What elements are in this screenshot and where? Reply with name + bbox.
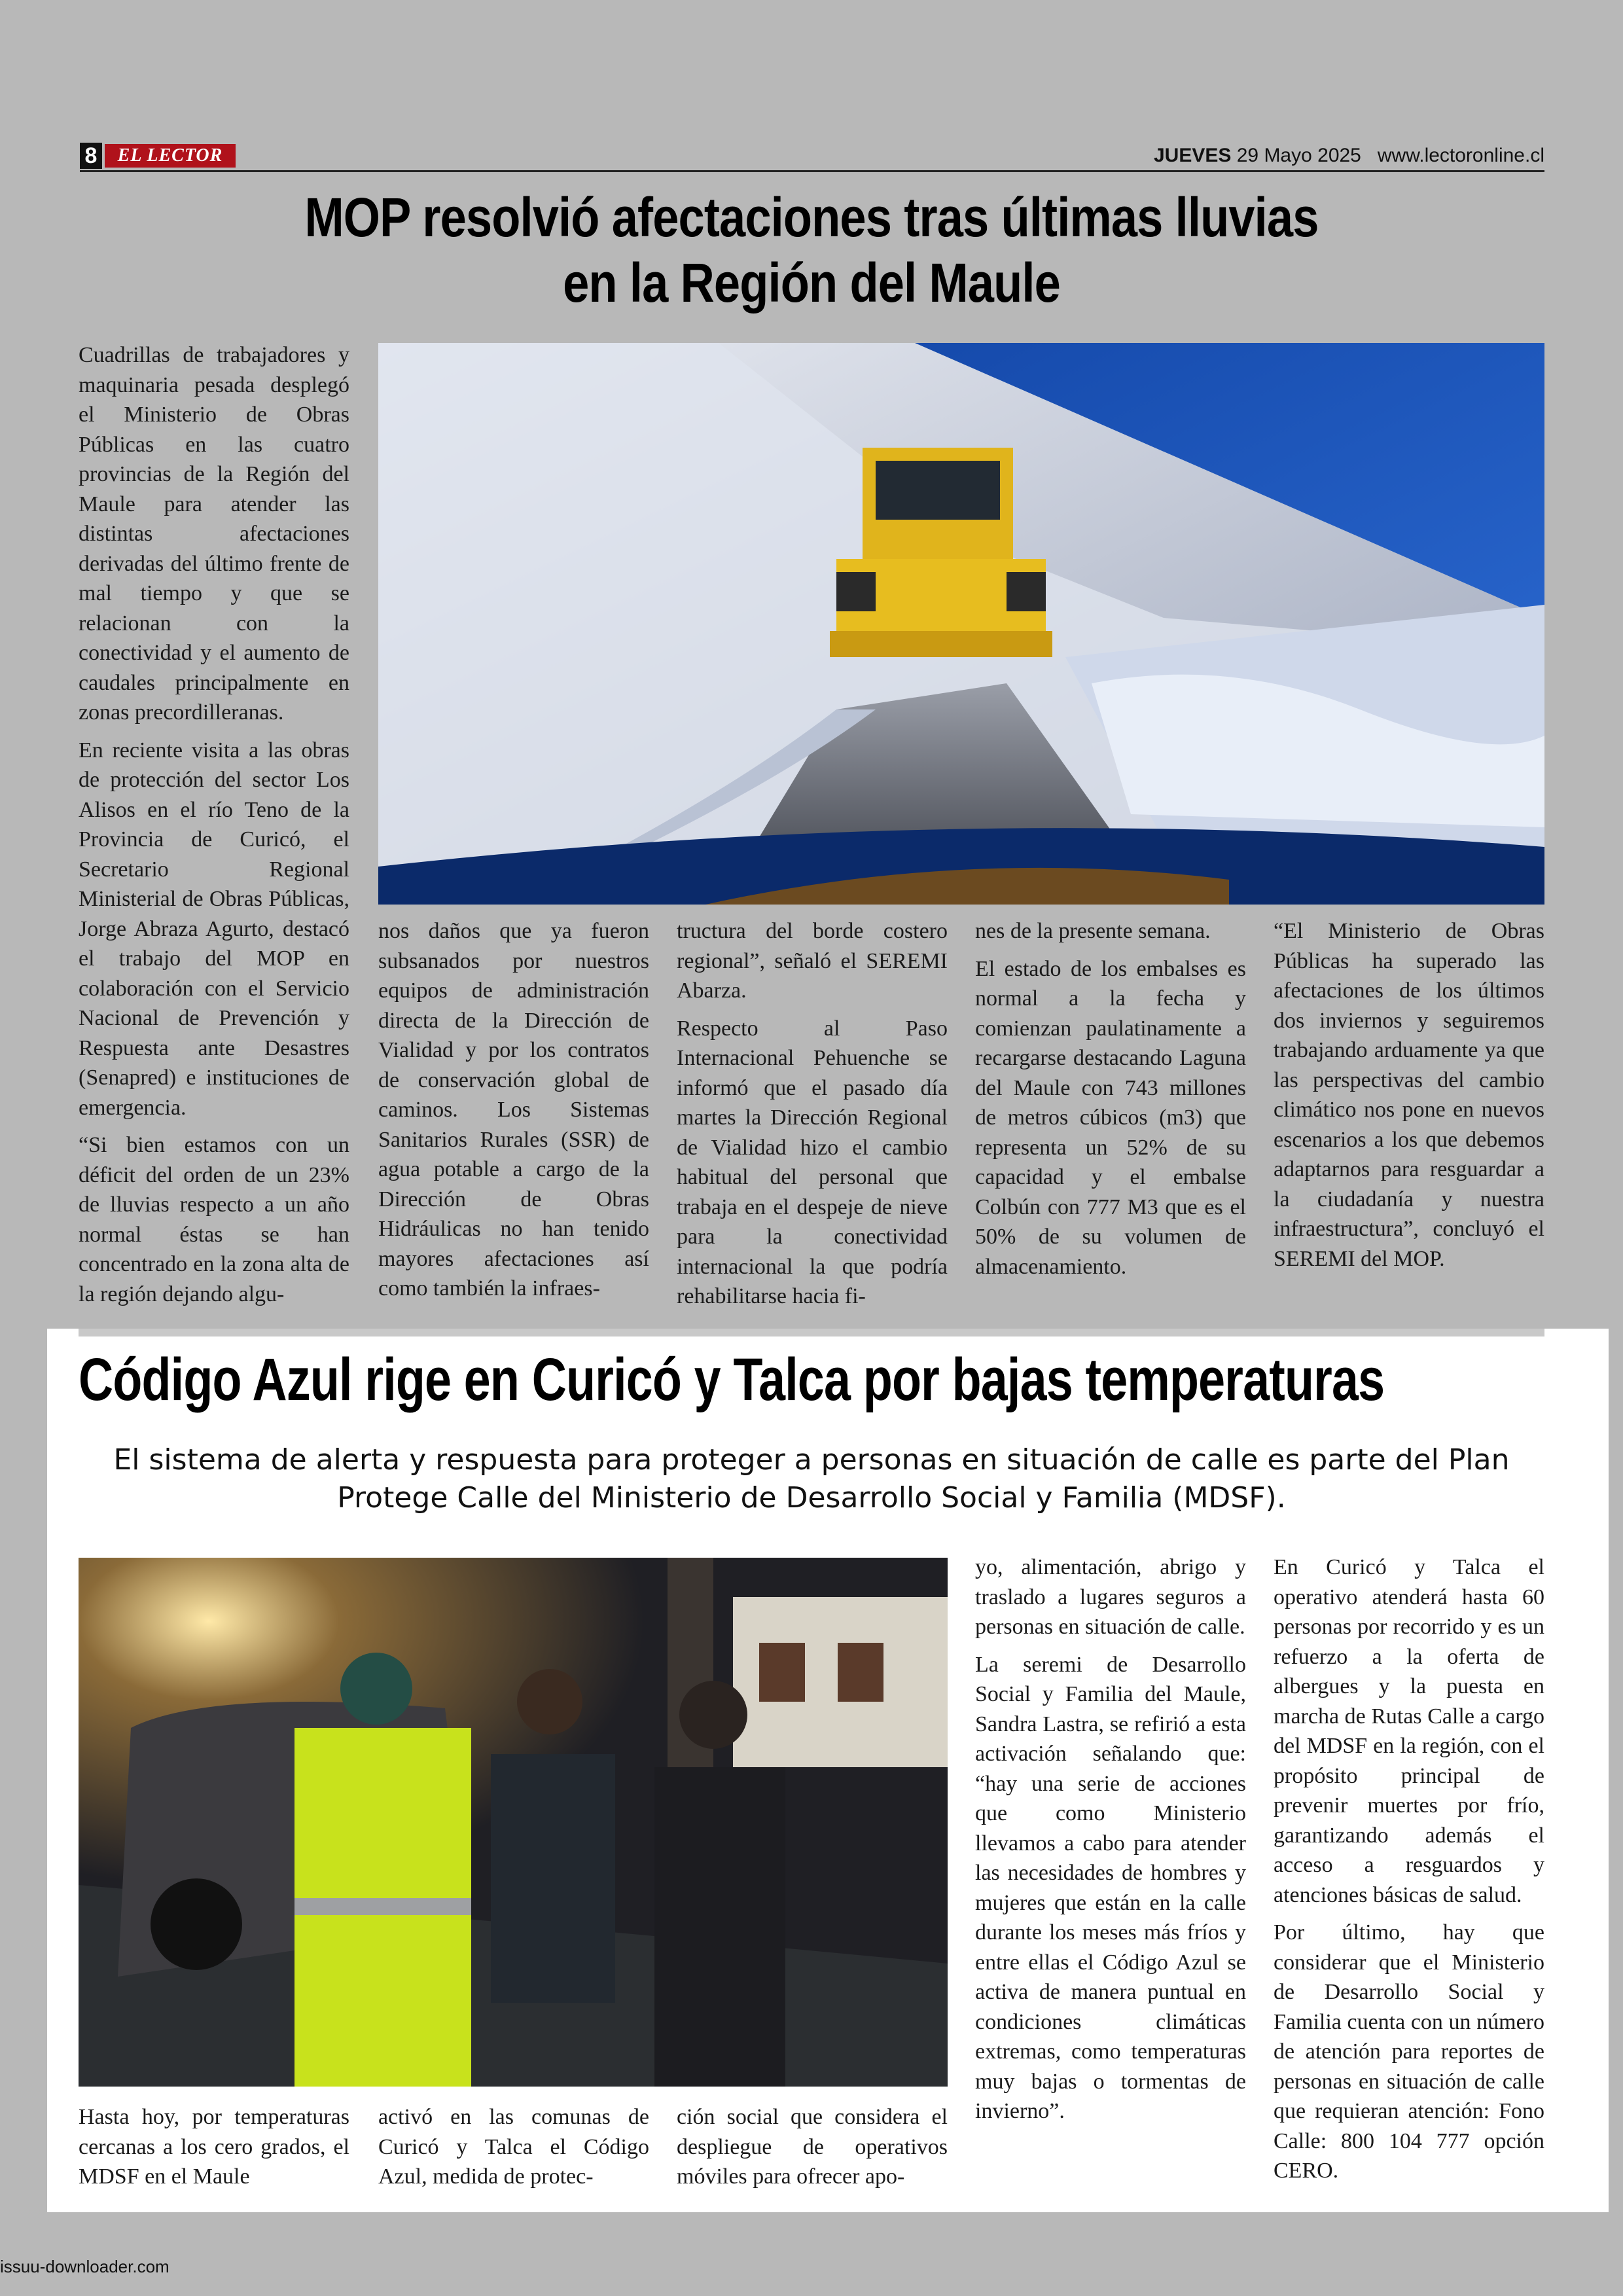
article2-column-4 <box>975 1552 1246 2134</box>
article2-subheadline: El sistema de alerta y respuesta para proteger a personas en situación de calle es parte del Plan Protege Calle del Ministerio de Desarrollo Social y Familia (MDSF). <box>113 1443 1510 1515</box>
article1-col1-para-2: En reciente visita a las obras de protección del sector Los Alisos en el río Teno de la Provincia de Curicó, el Secretario Regional Ministerial de Obras Públicas, Jorge Abraza Agurto, destacó el trabajo del MOP en colaboración con el Servicio Nacional de Prevención y Respuesta ante Desastres (Senapred) e instituciones de emergencia. <box>79 738 349 1120</box>
article2-col4-para-2: La seremi de Desarrollo Social y Familia del Maule, Sandra Lastra, se refirió a esta activación señalando que: “hay una serie de acciones que como Ministerio llevamos a cabo para atender las necesidades de hombres y mujeres que están en la calle durante los meses más fríos y entre ellas el Código Azul se activa de manera puntual en condiciones climáticas extremas, como temperaturas muy bajas o tormentas de invierno”. <box>975 1652 1246 2123</box>
article2-column-3 <box>677 2102 948 2200</box>
header-date: 29 Mayo 2025 <box>1236 145 1361 166</box>
article1-column-2 <box>378 916 649 1312</box>
article1-headline-line2: en la Región del Maule <box>563 252 1060 314</box>
snowplow-photo-illustration <box>378 343 1544 905</box>
article2-headline: Código Azul rige en Curicó y Talca por bajas temperaturas <box>79 1346 1385 1413</box>
article1-column-1 <box>79 340 349 1317</box>
article1-headline-line1: MOP resolvió afectaciones tras últimas lluvias <box>304 187 1319 248</box>
header-day: JUEVES <box>1154 145 1232 166</box>
article1-col4-para-1: nes de la presente semana. <box>975 919 1211 943</box>
section-divider <box>79 1329 1544 1336</box>
article1-col1-para-1: Cuadrillas de trabajadores y maquinaria pesada desplegó el Ministerio de Obras Públicas en las cuatro provincias de la Región del Maule para atender las distintas afectaciones derivadas del último frente de mal tiempo y que se relacionan con la conectividad y el aumento de caudales principalmente en zonas precordilleranas. <box>79 343 349 725</box>
article2-col1-para-1: Hasta hoy, por temperaturas cercanas a los cero grados, el MDSF en el Maule <box>79 2105 349 2189</box>
article1-column-4 <box>975 916 1246 1289</box>
newspaper-logo: EL LECTOR <box>105 144 236 168</box>
article1-col3-para-1: tructura del borde costero regional”, señaló el SEREMI Abarza. <box>677 919 948 1003</box>
article1-column-3 <box>677 916 948 1319</box>
article2-column-5 <box>1274 1552 1544 2194</box>
night-street-photo <box>79 1558 948 2087</box>
article2-col5-para-2: Por último, hay que considerar que el Ministerio de Desarrollo Social y Familia cuenta con un número de atención para reportes de personas en situación de calle que requieran atención: Fono Calle: 800 104 777 opción CERO. <box>1274 1920 1544 2183</box>
article1-col1-para-3: “Si bien estamos con un déficit del orden de un 23% de lluvias respecto a un año normal éstas se han concentrado en la zona alta de la región dejando algu- <box>79 1133 349 1306</box>
article1-column-5 <box>1274 916 1544 1282</box>
article1-col3-para-2: Respecto al Paso Internacional Pehuenche se informó que el pasado día martes la Dirección Regional de Vialidad hizo el cambio habitual del personal que trabaja en el despeje de nieve para la conectividad internacional la que podría rehabilitarse hacia fi- <box>677 1016 948 1308</box>
snowplow-photo <box>378 343 1544 905</box>
night-street-photo-illustration <box>79 1558 948 2087</box>
header-website: www.lectoronline.cl <box>1377 145 1544 166</box>
article2-col5-para-1: En Curicó y Talca el operativo atenderá hasta 60 personas por recorrido y es un refuerzo a la oferta de albergues y la puesta en marcha de Rutas Calle a cargo del MDSF en la región, con el propósito principal de prevenir muertes por frío, garantizando además el acceso a resguardos y atenciones básicas de salud. <box>1274 1555 1544 1907</box>
page-number: 8 <box>80 143 102 169</box>
article1-col5-para-1: “El Ministerio de Obras Públicas ha superado las afectaciones de los últimos dos inviernos y seguiremos trabajando arduamente ya que las perspectivas del cambio climático nos pone en nuevos escenarios a los que debemos adaptarnos para resguardar a la ciudadanía y nuestra infraestructura”, concluyó el SEREMI del MOP. <box>1274 919 1544 1271</box>
article1-col2-para-1: nos daños que ya fueron subsanados por nuestros equipos de administración directa de la Dirección de Vialidad y por los contratos de conservación global de caminos. Los Sistemas Sanitarios Rurales (SSR) de agua potable a cargo de la Dirección de Obras Hidráulicas no han tenido mayores afectaciones así como también la infraes- <box>378 919 649 1300</box>
article2-col2-para-1: activó en las comunas de Curicó y Talca el Código Azul, medida de protec- <box>378 2105 649 2189</box>
header-dateline <box>1154 143 1544 169</box>
article1-col4-para-2: El estado de los embalses es normal a la fecha y comienzan paulatinamente a recargarse destacando Laguna del Maule con 743 millones de metros cúbicos (m3) que representa un 52% de su capacidad y el embalse Colbún con 777 M3 que es el 50% de su volumen de almacenamiento. <box>975 956 1246 1279</box>
watermark-text: issuu-downloader.com <box>0 2257 169 2276</box>
article2-col4-para-1: yo, alimentación, abrigo y traslado a lugares seguros a personas en situación de calle. <box>975 1555 1246 1639</box>
article2-column-1 <box>79 2102 349 2200</box>
article2-col3-para-1: ción social que considera el despliegue de operativos móviles para ofrecer apo- <box>677 2105 948 2189</box>
header-rule <box>80 170 1544 172</box>
article2-column-2 <box>378 2102 649 2200</box>
